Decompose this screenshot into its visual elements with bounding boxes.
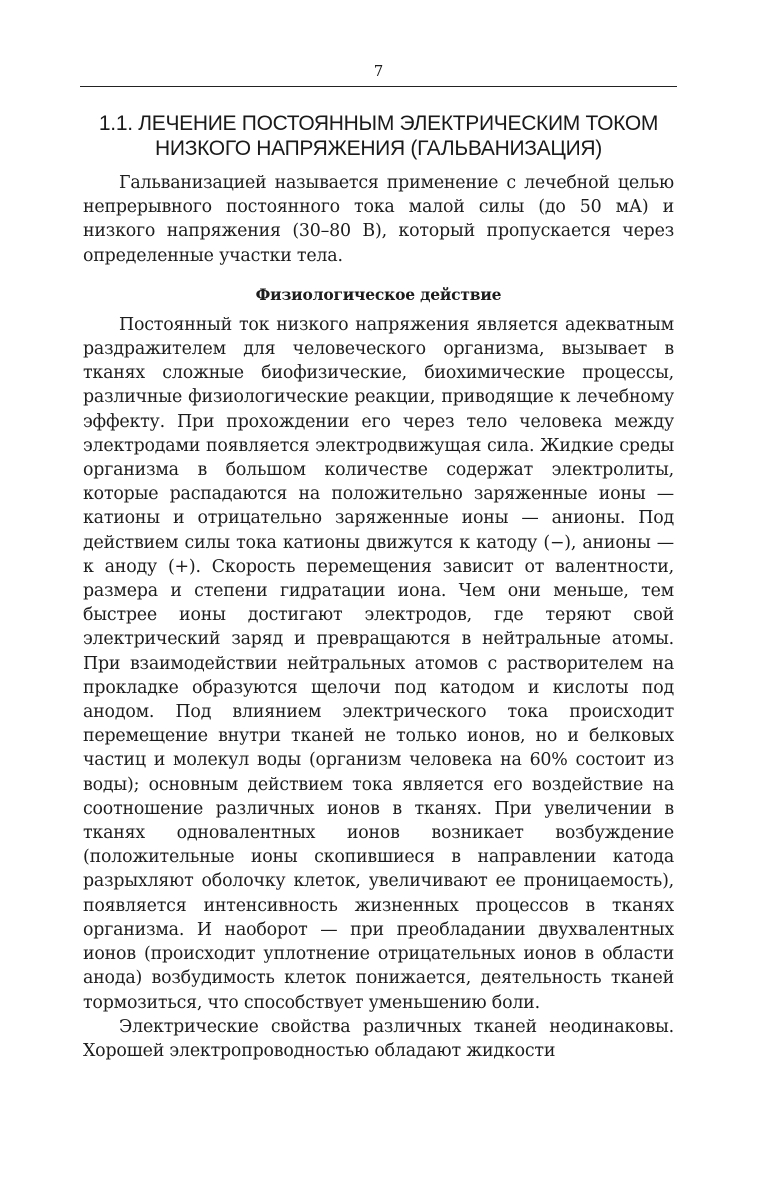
page-body — [83, 171, 674, 1063]
header-rule — [80, 86, 677, 87]
page-number: 7 — [373, 62, 384, 80]
body-paragraph: Электрические свойства различных тканей неодинаковы. Хорошей электропроводностью обладают жидкости — [83, 1016, 674, 1061]
subheading: Физиологическое действие — [255, 284, 502, 304]
section-title — [80, 111, 677, 161]
intro-paragraph: Гальванизацией называется применение с лечебной целью непрерывного постоянного тока малой силы (до 50 мА) и низкого напряжения (30–80 В), который пропускается через определенные участки тела. — [83, 173, 674, 266]
section-title-line-1: 1.1. ЛЕЧЕНИЕ ПОСТОЯННЫМ ЭЛЕКТРИЧЕСКИМ ТОКОМ — [98, 112, 659, 135]
section-title-line-2: НИЗКОГО НАПРЯЖЕНИЯ (ГАЛЬВАНИЗАЦИЯ) — [155, 137, 602, 160]
body-paragraph: Постоянный ток низкого напряжения является адекватным раздражителем для человеческого организма, вызывает в тканях сложные биофизические, биохимические процессы, различные физиологические реакции, приводящие к лечебному эффекту. При прохождении его через тело человека между электродами появляется электродвижущая сила. Жидкие среды организма в большом количестве содержат электролиты, которые распадаются на положительно заряженные ионы — катионы и отрицательно заряженные ионы — анионы. Под действием силы тока катионы движутся к катоду (−), анионы — к аноду (+). Скорость перемещения зависит от валентности, размера и степени гидратации иона. Чем они меньше, тем быстрее ионы достигают электродов, где теряют свой электрический заряд и превращаются в нейтральные атомы. При взаимодействии нейтральных атомов с растворителем на прокладке образуются щелочи под катодом и кислоты под анодом. Под влиянием электрического тока происходит перемещение внутри тканей не только ионов, но и белковых частиц и молекул воды (организм человека на 60% состоит из воды); основным действием тока является его воздействие на соотношение различных ионов в тканях. При увеличении в тканях одновалентных ионов возникает возбуждение (положительные ионы скопившиеся в направлении катода разрыхляют оболочку клеток, увеличивают ее проницаемость), появляется интенсивность жизненных процессов в тканях организма. И наоборот — при преобладании двухвалентных ионов (происходит уплотнение отрицательных ионов в области анода) возбудимость клеток понижается, деятельность тканей тормозиться, что способствует уменьшению боли. — [83, 314, 674, 1013]
